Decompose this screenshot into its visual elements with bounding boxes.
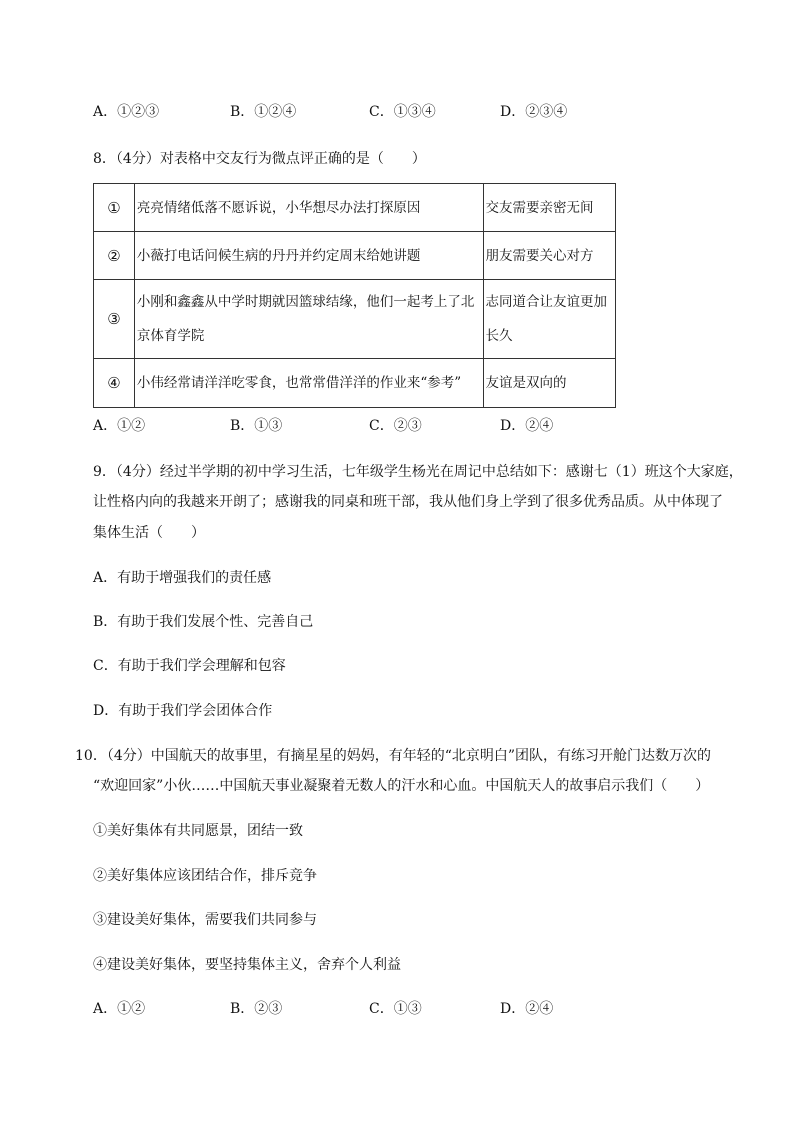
row-behavior: 小薇打电话问候生病的丹丹并约定周末给她讲题 (134, 232, 483, 280)
row-number: ③ (94, 280, 135, 359)
q9-stem-line-1: 9．（4分）经过半学期的初中学习生活，七年级学生杨光在周记中总结如下：感谢七（1）班这个大家庭， (93, 464, 743, 480)
row-comment: 友谊是双向的 (483, 359, 616, 408)
row-behavior: 小伟经常请洋洋吃零食，也常常借洋洋的作业来“参考” (134, 359, 483, 408)
q10-option-d[interactable]: D．②④ (500, 1001, 554, 1017)
row-comment-line: 志同道合让友谊更加 (485, 294, 607, 310)
q10-statement-2: ②美好集体应该团结合作，排斥竞争 (93, 868, 317, 884)
q8-option-d[interactable]: D．②④ (500, 418, 554, 434)
q9-option-d[interactable]: D．有助于我们学会团体合作 (93, 703, 273, 719)
q10-option-a[interactable]: A．①② (93, 1001, 146, 1017)
q9-stem-line-2: 让性格内向的我越来开朗了；感谢我的同桌和班干部，我从他们身上学到了很多优秀品质。从中体现了 (93, 494, 723, 510)
q7-option-d[interactable]: D．②③④ (500, 104, 568, 120)
q10-options (93, 998, 693, 1020)
q10-stem-line-2: “欢迎回家”小伙……中国航天事业凝聚着无数人的汗水和心血。中国航天人的故事启示我们（ ） (93, 778, 710, 794)
q7-option-a[interactable]: A．①②③ (93, 104, 160, 120)
q7-option-b[interactable]: B．①②④ (230, 104, 297, 120)
q10-stem-line-1: 10．（4分）中国航天的故事里，有摘星星的妈妈，有年轻的“北京明白”团队，有练习开舱门达数万次的 (75, 748, 712, 764)
q7-options (93, 101, 693, 123)
q9-option-a[interactable]: A．有助于增强我们的责任感 (93, 570, 272, 586)
table-row (94, 359, 616, 408)
q8-stem: 8．（4分）对表格中交友行为微点评正确的是（ ） (93, 151, 426, 167)
q8-table (93, 183, 616, 408)
q10-statement-3: ③建设美好集体，需要我们共同参与 (93, 912, 317, 928)
row-comment: 朋友需要关心对方 (483, 232, 616, 280)
row-behavior-line: 小刚和鑫鑫从中学时期就因篮球结缘，他们一起考上了北 (136, 294, 475, 310)
q8-option-c[interactable]: C．②③ (369, 418, 422, 434)
q7-option-c[interactable]: C．①③④ (369, 104, 436, 120)
table-row (94, 280, 616, 359)
row-comment: 交友需要亲密无间 (483, 184, 616, 232)
q10-option-c[interactable]: C．①③ (369, 1001, 422, 1017)
row-number: ① (94, 184, 135, 232)
q8-option-a[interactable]: A．①② (93, 418, 146, 434)
row-behavior (134, 280, 483, 359)
row-number: ② (94, 232, 135, 280)
row-number: ④ (94, 359, 135, 408)
q9-stem-line-3: 集体生活（ ） (93, 525, 205, 541)
table-row (94, 184, 616, 232)
row-behavior: 亮亮情绪低落不愿诉说，小华想尽办法打探原因 (134, 184, 483, 232)
q10-statement-4: ④建设美好集体，要坚持集体主义，舍弃个人利益 (93, 957, 401, 973)
row-behavior-line: 京体育学院 (136, 328, 205, 344)
q9-option-c[interactable]: C．有助于我们学会理解和包容 (93, 658, 286, 674)
row-comment-line: 长久 (485, 328, 513, 344)
q10-option-b[interactable]: B．②③ (230, 1001, 283, 1017)
q9-option-b[interactable]: B．有助于我们发展个性、完善自己 (93, 614, 314, 630)
table-row (94, 232, 616, 280)
row-comment (483, 280, 616, 359)
q8-option-b[interactable]: B．①③ (230, 418, 283, 434)
q10-statement-1: ①美好集体有共同愿景，团结一致 (93, 823, 303, 839)
q8-options (93, 415, 693, 437)
